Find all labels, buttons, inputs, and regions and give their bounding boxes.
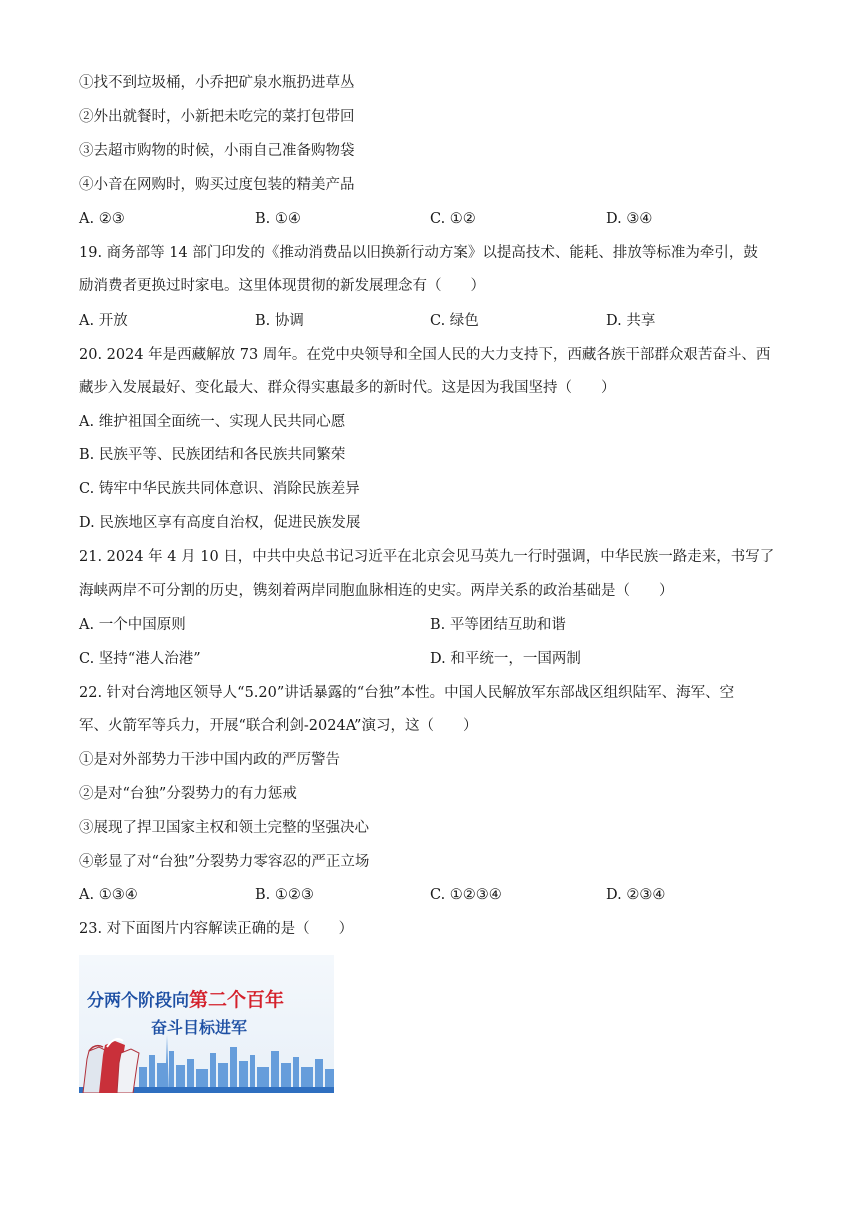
q20-option-a: A. 维护祖国全面统一、实现人民共同心愿 xyxy=(79,414,346,430)
q18-option-b: B. ①④ xyxy=(255,211,301,227)
q22-item-2: ②是对“台独”分裂势力的有力惩戒 xyxy=(79,786,297,802)
q22-item-1: ①是对外部势力干涉中国内政的严厉警告 xyxy=(79,752,340,768)
q19-stem-line-1: 19. 商务部等 14 部门印发的《推动消费品以旧换新行动方案》以提高技术、能耗、排放等标准为牵引，鼓 xyxy=(79,245,758,261)
q18-option-c: C. ①② xyxy=(430,211,476,227)
q18-item-2: ②外出就餐时，小新把未吃完的菜打包带回 xyxy=(79,109,355,125)
q22-option-c: C. ①②③④ xyxy=(430,887,502,903)
q18-option-d: D. ③④ xyxy=(606,211,653,227)
q21-option-b: B. 平等团结互助和谐 xyxy=(430,617,566,633)
q21-stem-line-1: 21. 2024 年 4 月 10 日，中共中央总书记习近平在北京会见马英九一行时强调，中华民族一路走来，书写了 xyxy=(79,549,775,565)
q22-option-a: A. ①③④ xyxy=(79,887,138,903)
skyline-graphic xyxy=(139,1035,334,1093)
q20-option-d: D. 民族地区享有高度自治权，促进民族发展 xyxy=(79,515,361,531)
q22-stem-line-2: 军、火箭军等兵力，开展“联合利剑-2024A”演习，这（ ） xyxy=(79,718,478,734)
q18-item-4: ④小音在网购时，购买过度包装的精美产品 xyxy=(79,177,355,193)
q18-option-a: A. ②③ xyxy=(79,211,125,227)
q19-stem-line-2: 励消费者更换过时家电。这里体现贯彻的新发展理念有（ ） xyxy=(79,278,485,294)
q23-stem: 23. 对下面图片内容解读正确的是（ ） xyxy=(79,921,354,937)
q19-option-a: A. 开放 xyxy=(79,313,128,329)
q18-item-1: ①找不到垃圾桶，小乔把矿泉水瓶扔进草丛 xyxy=(79,75,355,91)
q19-option-b: B. 协调 xyxy=(255,313,304,329)
q21-stem-line-2: 海峡两岸不可分割的历史，镌刻着两岸同胞血脉相连的史实。两岸关系的政治基础是（ ） xyxy=(79,583,674,599)
banner-title-line-1: 分两个阶段向第二个百年 xyxy=(87,989,285,1011)
q22-stem-line-1: 22. 针对台湾地区领导人“5.20”讲话暴露的“台独”本性。中国人民解放军东部战区组织陆军、海军、空 xyxy=(79,685,735,701)
q20-stem-line-2: 藏步入发展最好、变化最大、群众得实惠最多的新时代。这是因为我国坚持（ ） xyxy=(79,380,616,396)
q19-option-c: C. 绿色 xyxy=(430,313,479,329)
q21-option-d: D. 和平统一，一国两制 xyxy=(430,651,581,667)
banner-title-line-2: 奋斗目标进军 xyxy=(151,1018,248,1037)
q18-item-3: ③去超市购物的时候，小雨自己准备购物袋 xyxy=(79,143,355,159)
q22-option-b: B. ①②③ xyxy=(255,887,314,903)
q20-option-b: B. 民族平等、民族团结和各民族共同繁荣 xyxy=(79,447,346,463)
q21-option-a: A. 一个中国原则 xyxy=(79,617,186,633)
q19-option-d: D. 共享 xyxy=(606,313,656,329)
q20-option-c: C. 铸牢中华民族共同体意识、消除民族差异 xyxy=(79,481,360,497)
q22-item-4: ④彰显了对“台独”分裂势力零容忍的严正立场 xyxy=(79,854,370,870)
q22-option-d: D. ②③④ xyxy=(606,887,666,903)
q21-option-c: C. 坚持“港人治港” xyxy=(79,651,201,667)
q22-item-3: ③展现了捍卫国家主权和领土完整的坚强决心 xyxy=(79,820,369,836)
q20-stem-line-1: 20. 2024 年是西藏解放 73 周年。在党中央领导和全国人民的大力支持下，西藏各族干部群众艰苦奋斗、西 xyxy=(79,347,771,363)
raised-fists-graphic xyxy=(83,1039,139,1093)
q23-banner-image xyxy=(79,955,334,1093)
